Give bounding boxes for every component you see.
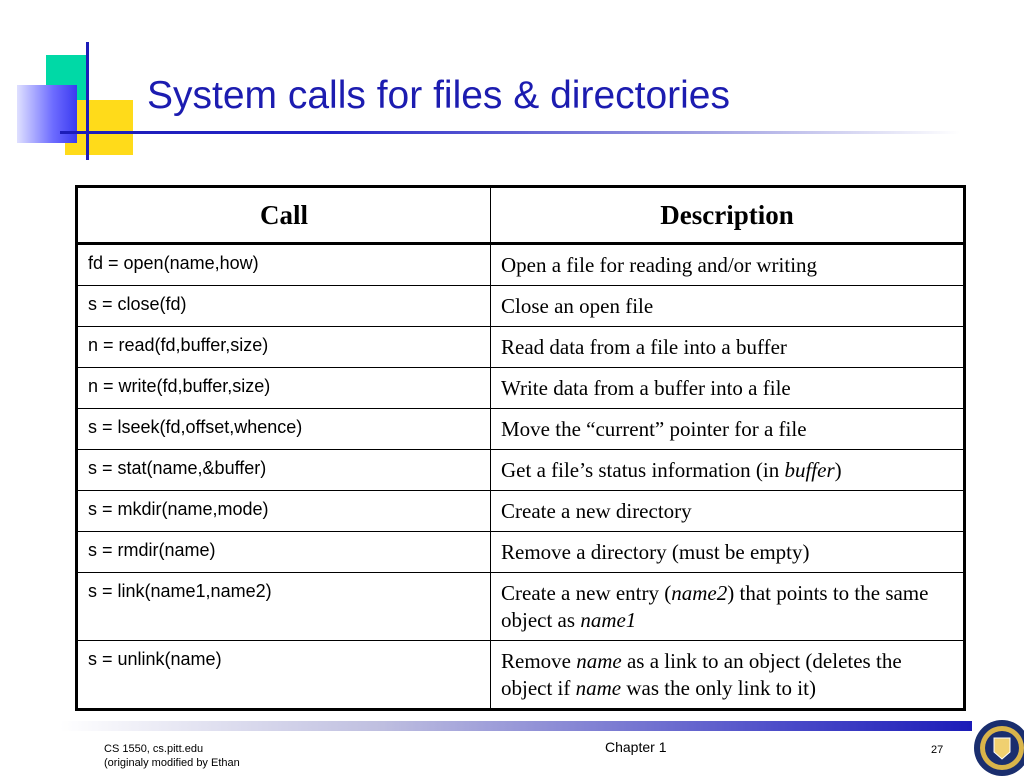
university-seal-logo: [972, 718, 1024, 778]
description-cell: [491, 409, 965, 450]
description-italic-text: name: [575, 676, 622, 700]
decor-blue-square: [17, 85, 77, 143]
description-text: ): [834, 458, 842, 482]
call-cell: s = link(name1,name2): [77, 573, 491, 641]
description-text: ) that points to the same object as: [501, 581, 929, 632]
footer-course: CS 1550, cs.pitt.edu: [104, 743, 204, 755]
table-row: [77, 409, 965, 450]
description-text: Close an open file: [501, 294, 654, 318]
description-cell: [491, 244, 965, 286]
table-row: [77, 641, 965, 710]
table-row: [77, 573, 965, 641]
footer-chapter: Chapter 1: [605, 739, 667, 755]
decor-vertical-line: [86, 42, 89, 160]
description-cell: [491, 573, 965, 641]
description-italic-text: name1: [580, 608, 637, 632]
description-cell: [491, 327, 965, 368]
description-text: Move the “current” pointer for a file: [501, 417, 807, 441]
description-cell: [491, 450, 965, 491]
description-cell: [491, 491, 965, 532]
description-cell: [491, 368, 965, 409]
description-text: was the only link to it): [621, 676, 816, 700]
page-number: 27: [931, 744, 944, 756]
footer-divider: [60, 721, 972, 731]
description-text: Remove a directory (must be empty): [501, 540, 810, 564]
description-text: as a link to an object (deletes the object if: [501, 649, 902, 700]
table-row: [77, 244, 965, 286]
table-row: [77, 286, 965, 327]
column-header-description: Description: [491, 187, 965, 244]
system-calls-table: [75, 185, 966, 711]
call-cell: s = lseek(fd,offset,whence): [77, 409, 491, 450]
call-cell: n = write(fd,buffer,size): [77, 368, 491, 409]
table-row: [77, 450, 965, 491]
description-italic-text: name2: [671, 581, 728, 605]
call-cell: s = unlink(name): [77, 641, 491, 710]
description-text: Remove: [501, 649, 577, 673]
call-cell: fd = open(name,how): [77, 244, 491, 286]
slide-title: System calls for files & directories: [147, 74, 731, 117]
description-text: Read data from a file into a buffer: [501, 335, 787, 359]
title-underline: [60, 131, 960, 134]
description-cell: [491, 286, 965, 327]
call-cell: s = close(fd): [77, 286, 491, 327]
description-cell: [491, 641, 965, 710]
description-text: Open a file for reading and/or writing: [501, 253, 818, 277]
call-cell: s = mkdir(name,mode): [77, 491, 491, 532]
description-text: Create a new entry (: [501, 581, 672, 605]
table-row: [77, 532, 965, 573]
description-italic-text: buffer: [784, 458, 835, 482]
column-header-call: Call: [77, 187, 491, 244]
call-cell: s = stat(name,&buffer): [77, 450, 491, 491]
description-italic-text: name: [576, 649, 622, 673]
call-cell: n = read(fd,buffer,size): [77, 327, 491, 368]
footer-course-info: [104, 742, 240, 770]
table-row: [77, 327, 965, 368]
table-row: [77, 368, 965, 409]
table-header-row: [77, 187, 965, 244]
description-text: Create a new directory: [501, 499, 692, 523]
footer-note: (originaly modified by Ethan: [104, 757, 240, 769]
call-cell: s = rmdir(name): [77, 532, 491, 573]
description-cell: [491, 532, 965, 573]
table-row: [77, 491, 965, 532]
description-text: Write data from a buffer into a file: [501, 376, 791, 400]
description-text: Get a file’s status information (in: [501, 458, 785, 482]
